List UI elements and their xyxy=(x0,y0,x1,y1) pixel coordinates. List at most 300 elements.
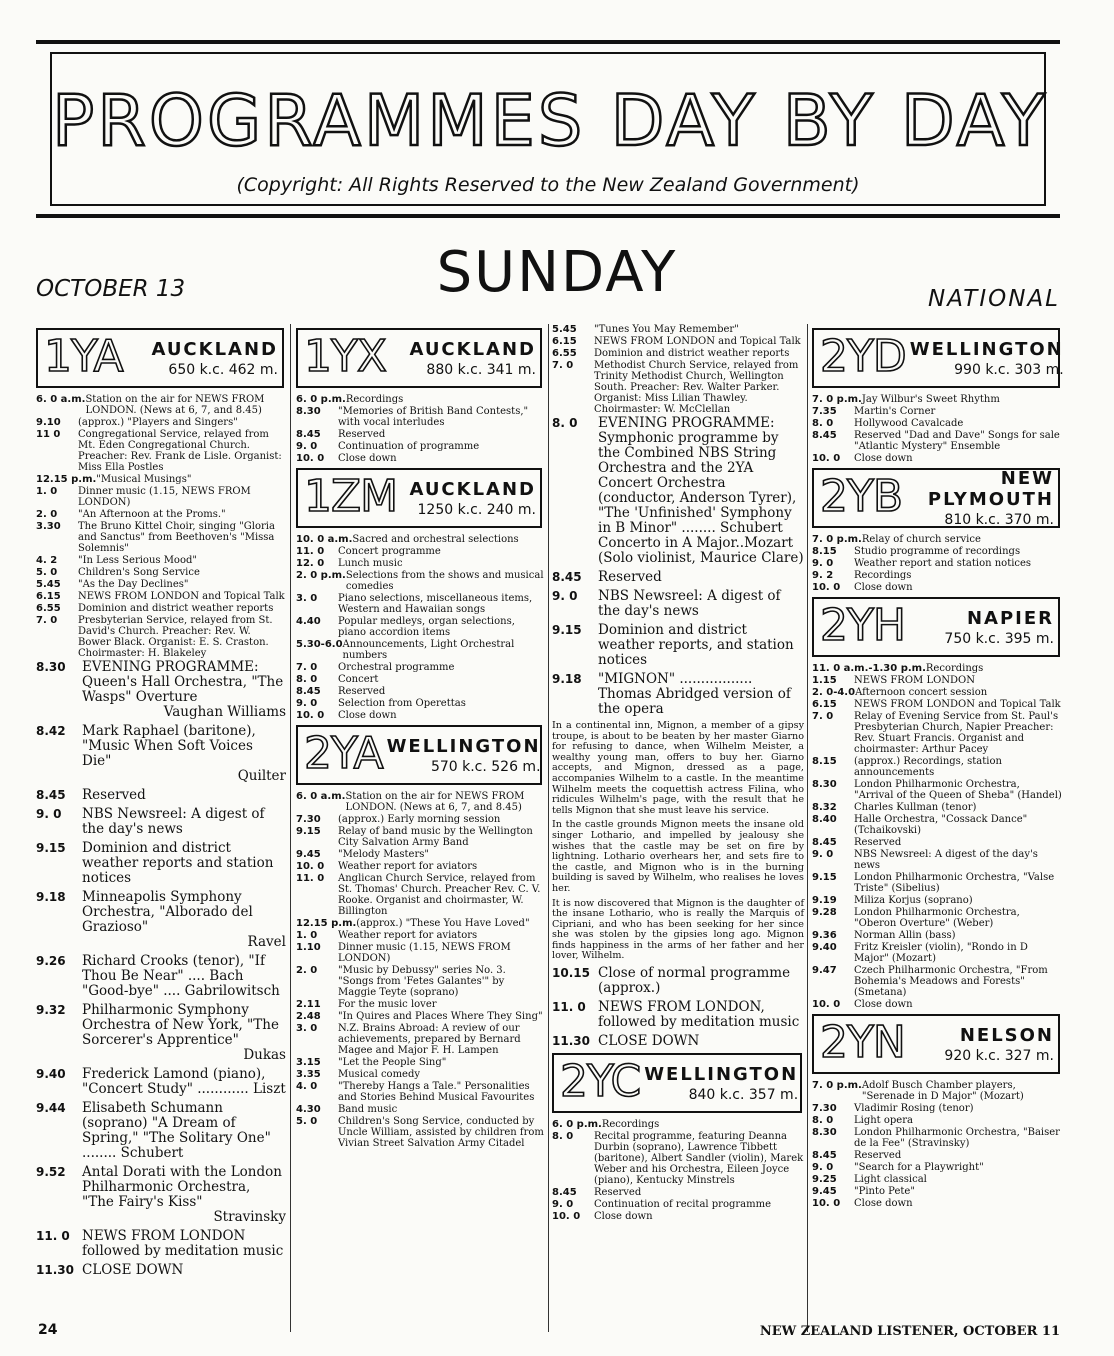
entry-text: "Let the People Sing" xyxy=(338,1057,447,1068)
entry-text: "MIGNON" ................. Thomas Abridged version of the opera xyxy=(598,671,791,717)
entry-description xyxy=(854,570,1062,581)
entry-description xyxy=(854,1174,1062,1185)
programme-entry xyxy=(552,336,804,347)
entry-time: 7.30 xyxy=(812,1103,837,1114)
entry-description xyxy=(78,521,286,554)
entry-text: Continuation of recital programme xyxy=(594,1199,772,1211)
entry-text: Afternoon concert session xyxy=(855,687,988,698)
programme-entry xyxy=(296,942,544,964)
programme-entry xyxy=(812,1186,1062,1197)
entry-time: 10. 0 xyxy=(296,453,325,464)
entry-text: Close of normal programme (approx.) xyxy=(598,965,791,997)
entry-text: Station on the air for NEWS FROM LONDON. (News at 6, 7, and 8.45) xyxy=(345,791,525,813)
programme-entry xyxy=(296,1069,544,1080)
entry-time: 9.52 xyxy=(36,1165,66,1179)
entry-description xyxy=(854,1186,1062,1197)
entry-description xyxy=(862,1080,1062,1102)
entry-description xyxy=(338,814,544,825)
entry-description xyxy=(594,1187,804,1198)
entry-description xyxy=(338,861,544,872)
entry-time: 8.45 xyxy=(812,1150,837,1161)
programme-entry xyxy=(552,324,804,335)
entry-description xyxy=(338,965,544,998)
programme-entry xyxy=(812,930,1062,941)
entry-time: 9.15 xyxy=(552,623,582,637)
programme-entry xyxy=(812,570,1062,581)
entry-description xyxy=(854,999,1062,1010)
entry-text: N.Z. Brains Abroad: A review of our achievements, prepared by Bernard Magee and Major F. H. Lampen xyxy=(338,1023,521,1056)
entry-time: 9.32 xyxy=(36,1003,66,1017)
entry-text: Adolf Busch Chamber players, "Serenade in D Major" (Mozart) xyxy=(861,1080,1024,1102)
entry-time: 10. 0 xyxy=(552,1211,581,1223)
callsign: 2YC xyxy=(560,1056,641,1108)
entry-description xyxy=(338,1081,544,1103)
entry-time: 2. 0 p.m. xyxy=(296,570,346,581)
entry-time: 6. 0 a.m. xyxy=(36,394,86,405)
entry-time: 9.40 xyxy=(812,942,837,953)
programme-entry xyxy=(552,360,804,415)
entry-text: (approx.) Early morning session xyxy=(338,814,501,825)
entry-text: London Philharmonic Orchestra, "Oberon Overture" (Weber) xyxy=(854,907,1020,929)
entry-time: 9. 0 xyxy=(552,589,578,603)
entry-time: 9.44 xyxy=(36,1101,66,1115)
entry-text: London Philharmonic Orchestra, "Arrival of the Queen of Sheba" (Handel) xyxy=(854,779,1062,801)
entry-description xyxy=(854,802,1062,813)
entry-description xyxy=(82,1263,286,1278)
programme-entry xyxy=(296,674,544,685)
entry-time: 8. 0 xyxy=(552,1131,574,1143)
entry-text: Richard Crooks (tenor), "If Thou Be Near" .... Bach "Good-bye" .... Gabrilowitsch xyxy=(82,953,280,999)
entry-description xyxy=(78,579,286,590)
programme-entry xyxy=(296,406,544,428)
entry-text: Antal Dorati with the London Philharmonic Orchestra, "The Fairy's Kiss" xyxy=(82,1164,282,1210)
entry-text: Sacred and orchestral selections xyxy=(352,534,519,545)
entry-description xyxy=(598,589,804,619)
entry-text: Light classical xyxy=(854,1174,927,1185)
entry-description xyxy=(346,394,544,405)
entry-description xyxy=(862,534,1062,545)
programme-entry xyxy=(552,570,804,585)
programme-entry xyxy=(36,615,286,659)
entry-time: 9.45 xyxy=(296,849,321,860)
entry-time: 2.11 xyxy=(296,999,321,1010)
programme-entry xyxy=(296,394,544,405)
entry-description xyxy=(854,849,1062,871)
station-info xyxy=(909,1016,1058,1072)
column-2 xyxy=(296,324,544,1150)
entry-description xyxy=(854,1150,1062,1161)
programme-entry xyxy=(36,890,286,950)
programme-entry xyxy=(552,623,804,668)
station-city: AUCKLAND xyxy=(151,338,278,360)
entry-description xyxy=(82,660,286,720)
masthead-title: PROGRAMMES DAY BY DAY xyxy=(52,80,1048,162)
entry-time: 12. 0 xyxy=(296,558,325,569)
callsign: 2YA xyxy=(304,728,383,779)
entry-text: "Musical Musings" xyxy=(96,474,192,485)
programme-entry xyxy=(36,579,286,590)
entry-description xyxy=(78,429,286,473)
entry-text: Fritz Kreisler (violin), "Rondo in D Major" (Mozart) xyxy=(854,942,1028,964)
entry-description xyxy=(338,406,544,428)
programme-entry xyxy=(296,441,544,452)
entry-text: Close down xyxy=(338,710,397,721)
programme-entry xyxy=(296,861,544,872)
entry-text: NEWS FROM LONDON, followed by meditation music xyxy=(598,999,800,1031)
entry-text: "Tunes You May Remember" xyxy=(594,324,739,335)
entry-time: 8.32 xyxy=(812,802,837,813)
programme-entry xyxy=(552,1000,804,1030)
masthead-banner xyxy=(36,40,1060,218)
entry-text: Reserved "Dad and Dave" Songs for sale "Atlantic Mystery" Ensemble xyxy=(854,430,1060,452)
entry-time: 2. 0-4.0 xyxy=(812,687,856,698)
station-box xyxy=(812,468,1060,528)
entry-text: Dominion and district weather reports, and station notices xyxy=(598,622,794,668)
entry-time: 10. 0 xyxy=(812,999,841,1010)
entry-time: 8.42 xyxy=(36,724,66,738)
entry-time: 8.45 xyxy=(552,570,582,584)
programme-entry xyxy=(812,1080,1062,1102)
programme-entry xyxy=(812,663,1062,674)
programme-entry xyxy=(296,1023,544,1056)
programme-entry xyxy=(296,791,544,813)
entry-text: NEWS FROM LONDON and Topical Talk xyxy=(854,699,1061,710)
entry-time: 10. 0 xyxy=(296,861,325,872)
programme-entry xyxy=(296,546,544,557)
entry-description xyxy=(346,570,544,592)
entry-text: Recital programme, featuring Deanna Durbin (soprano), Lawrence Tibbett (baritone), Albert Sandler (violin), Marek Weber and his Orchestra, Eileen Joyce (piano), Kentucky Minstrels xyxy=(594,1131,804,1187)
programme-entry xyxy=(812,1150,1062,1161)
programme-entry xyxy=(36,521,286,554)
entry-text: Relay of band music by the Wellington City Salvation Army Band xyxy=(338,826,533,848)
entry-time: 9. 0 xyxy=(296,698,318,709)
entry-time: 6. 0 p.m. xyxy=(552,1119,602,1131)
entry-time: 9.47 xyxy=(812,965,837,976)
programme-entry xyxy=(812,1162,1062,1173)
entry-text: Band music xyxy=(338,1104,398,1115)
publication-footer: NEW ZEALAND LISTENER, OCTOBER 11 xyxy=(759,1324,1060,1339)
entry-description xyxy=(598,416,804,566)
entry-description xyxy=(338,429,544,440)
entry-text: Vladimir Rosing (tenor) xyxy=(854,1103,974,1114)
station-city: NAPIER xyxy=(966,607,1054,629)
entry-text: NBS Newsreel: A digest of the day's news xyxy=(854,849,1038,871)
entry-description xyxy=(85,394,286,416)
entry-description xyxy=(854,1162,1062,1173)
entry-text: Musical comedy xyxy=(338,1069,421,1080)
entry-time: 9.19 xyxy=(812,895,837,906)
programme-entry xyxy=(812,546,1062,557)
programme-entry xyxy=(36,417,286,428)
entry-text: Close down xyxy=(594,1211,653,1223)
entry-text: Lunch music xyxy=(338,558,403,569)
station-box xyxy=(296,468,542,528)
entry-text: Reserved xyxy=(854,1150,902,1161)
entry-time: 9. 0 xyxy=(296,441,318,452)
entry-description xyxy=(78,591,286,602)
entry-description xyxy=(338,558,544,569)
entry-description xyxy=(854,582,1062,593)
station-city: WELLINGTON xyxy=(909,338,1064,360)
entry-time: 8.15 xyxy=(812,546,837,557)
station-city: AUCKLAND xyxy=(409,478,536,500)
entry-text: "An Afternoon at the Proms." xyxy=(78,509,226,520)
synopsis-paragraph: It is now discovered that Mignon is the daughter of the insane Lothario, who is really the Marquis of Cipriani, and who has been seeking for her since she was stolen by the gipsies long ago. Mignon finds happiness in the arms of her father and her lover, Wilhelm. xyxy=(552,897,804,962)
entry-text: Announcements, Light Orchestral numbers xyxy=(342,639,515,661)
entry-description xyxy=(598,570,804,585)
station-box xyxy=(812,1014,1060,1074)
entry-time: 9.15 xyxy=(296,826,321,837)
station-box xyxy=(296,725,542,785)
entry-description xyxy=(854,1103,1062,1114)
entry-time: 4.40 xyxy=(296,616,321,627)
programme-entry xyxy=(812,1127,1062,1149)
entry-text: Dominion and district weather reports and station notices xyxy=(82,840,274,886)
entry-time: 3. 0 xyxy=(296,1023,318,1034)
entry-text: Reserved xyxy=(598,569,662,585)
station-info xyxy=(910,330,1068,386)
entry-description xyxy=(338,999,544,1010)
programme-entry xyxy=(812,675,1062,686)
programme-entry xyxy=(552,1187,804,1198)
entry-text: Continuation of programme xyxy=(338,441,480,452)
entry-time: 9. 0 xyxy=(812,849,834,860)
programme-entry xyxy=(552,1199,804,1210)
programme-entry xyxy=(812,849,1062,871)
entry-description xyxy=(854,756,1062,778)
entry-description xyxy=(854,1115,1062,1126)
entry-time: 8. 0 xyxy=(812,418,834,429)
callsign: 1YX xyxy=(304,331,387,382)
entry-text: NEWS FROM LONDON xyxy=(854,675,975,686)
column-3 xyxy=(552,324,804,1223)
entry-time: 3.35 xyxy=(296,1069,321,1080)
programme-entry xyxy=(36,841,286,886)
entry-description xyxy=(594,348,804,359)
entry-time: 6. 0 a.m. xyxy=(296,791,346,802)
entry-text: "Memories of British Band Contests," with vocal interludes xyxy=(338,406,529,428)
entry-time: 9. 0 xyxy=(36,807,62,821)
entry-time: 11. 0 xyxy=(552,1000,586,1015)
entry-description xyxy=(338,1023,544,1056)
entry-time: 9. 0 xyxy=(812,1162,834,1173)
entry-time: 11. 0 xyxy=(36,1229,70,1243)
entry-description xyxy=(338,593,544,615)
entry-description xyxy=(854,930,1062,941)
programme-entry xyxy=(552,966,804,996)
entry-composer: Stravinsky xyxy=(213,1209,286,1225)
entry-time: 8.45 xyxy=(296,429,321,440)
programme-entry xyxy=(36,1067,286,1097)
entry-text: NBS Newsreel: A digest of the day's news xyxy=(82,806,265,837)
station-box xyxy=(552,1053,802,1113)
entry-time: 7. 0 xyxy=(812,711,834,722)
entry-time: 10. 0 a.m. xyxy=(296,534,353,545)
column-rule xyxy=(548,324,549,1332)
entry-text: Recordings xyxy=(854,570,912,581)
programme-entry xyxy=(812,687,1062,698)
copyright-notice: (Copyright: All Rights Reserved to the New Zealand Government) xyxy=(236,174,860,196)
entry-description xyxy=(854,907,1062,929)
entry-text: Reserved xyxy=(82,787,146,803)
programme-entry xyxy=(296,698,544,709)
entry-text: Minneapolis Symphony Orchestra, "Alborado del Grazioso" xyxy=(82,889,253,935)
programme-entry xyxy=(552,416,804,566)
entry-time: 9. 0 xyxy=(552,1199,574,1211)
entry-time: 11.30 xyxy=(552,1034,590,1049)
entry-text: Recordings xyxy=(345,394,404,405)
entry-time: 8.30 xyxy=(812,779,837,790)
entry-text: Jay Wilbur's Sweet Rhythm xyxy=(861,394,1000,405)
entry-time: 10. 0 xyxy=(296,710,325,721)
entry-time: 2. 0 xyxy=(36,509,58,520)
entry-description xyxy=(854,675,1062,686)
programme-entry xyxy=(296,534,544,545)
entry-text: CLOSE DOWN xyxy=(82,1262,184,1278)
synopsis-paragraph: In a continental inn, Mignon, a member of a gipsy troupe, is about to be beaten by her master Giarno for refusing to dance, when Wilhelm Meister, a wealthy young man, offers to buy her. Giarno accepts, and Mignon, dressed as a page, accompanies Wilhelm to a castle. In the meantime Wilhelm meets the coquettish actress Filina, who ridicules Wilhelm's page, with the result that he tells Mignon that she must leave his service. xyxy=(552,720,804,816)
entry-text: Martin's Corner xyxy=(854,406,936,417)
programme-entry xyxy=(296,1081,544,1103)
programme-entry xyxy=(36,555,286,566)
station-city: WELLINGTON xyxy=(644,1063,799,1085)
entry-text: Weather report for aviators xyxy=(338,930,478,941)
programme-entry xyxy=(36,429,286,473)
entry-text: EVENING PROGRAMME: Symphonic programme by the Combined NBS String Orchestra and the 2YA Concert Orchestra (conductor, Anderson Tyrer), "The 'Unfinished' Symphony in B Minor" ........ Schubert Concerto in A Major..Mozart (Solo violinist, Maurice Clare) xyxy=(598,415,804,566)
entry-description xyxy=(338,849,544,860)
programme-entry xyxy=(36,1229,286,1259)
synopsis-paragraph: In the castle grounds Mignon meets the insane old singer Lothario, and impelled by jealousy she wishes that the castle may be set on fire by lightning. Lothario overhears her, and sets fire to the castle, and Mignon who is in the burning building is saved by Wilhelm, who realises he loves her. xyxy=(552,819,804,894)
entry-time: 8.45 xyxy=(552,1187,577,1199)
entry-time: 6.55 xyxy=(36,603,61,614)
entry-text: Elisabeth Schumann (soprano) "A Dream of Spring," "The Solitary One" ........ Schubert xyxy=(82,1100,271,1161)
programme-entry xyxy=(296,662,544,673)
entry-time: 7. 0 p.m. xyxy=(812,1080,862,1091)
column-1 xyxy=(36,324,286,1282)
entry-description xyxy=(78,509,286,520)
day-heading: SUNDAY xyxy=(436,240,678,305)
entry-description xyxy=(594,324,804,335)
programme-entry xyxy=(36,1263,286,1278)
entry-description xyxy=(352,534,544,545)
entry-composer: Quilter xyxy=(237,768,286,784)
entry-text: "Search for a Playwright" xyxy=(854,1162,984,1173)
programme-entry xyxy=(812,965,1062,998)
entry-time: 10. 0 xyxy=(812,582,841,593)
programme-entry xyxy=(296,1116,544,1149)
programme-entry xyxy=(36,474,286,485)
entry-description xyxy=(854,699,1062,710)
entry-time: 4.30 xyxy=(296,1104,321,1115)
programme-entry xyxy=(812,418,1062,429)
station-info xyxy=(909,599,1058,655)
entry-time: 1. 0 xyxy=(296,930,318,941)
entry-description xyxy=(356,918,544,929)
entry-description xyxy=(854,418,1062,429)
entry-description xyxy=(82,1003,286,1063)
entry-description xyxy=(338,453,544,464)
programme-entry xyxy=(296,570,544,592)
entry-time: 7.30 xyxy=(296,814,321,825)
entry-composer: Dukas xyxy=(243,1047,286,1063)
programme-entry xyxy=(552,589,804,619)
programme-entry xyxy=(296,558,544,569)
entry-text: "As the Day Declines" xyxy=(78,579,189,590)
entry-composer: Vaughan Williams xyxy=(163,704,286,720)
entry-time: 2. 0 xyxy=(296,965,318,976)
entry-description xyxy=(82,890,286,950)
entry-time: 9.15 xyxy=(812,872,837,883)
entry-description xyxy=(594,1199,804,1210)
entry-description xyxy=(854,872,1062,894)
entry-description xyxy=(78,417,286,428)
entry-description xyxy=(854,430,1062,452)
entry-time: 10. 0 xyxy=(812,1198,841,1209)
entry-text: Anglican Church Service, relayed from St. Thomas' Church. Preacher Rev. C. V. Rooke. Organist and choirmaster, W. Billington xyxy=(338,873,541,917)
entry-text: Czech Philharmonic Orchestra, "From Bohemia's Meadows and Forests" (Smetana) xyxy=(854,965,1048,998)
entry-text: Miliza Korjus (soprano) xyxy=(854,895,973,906)
entry-time: 1.15 xyxy=(812,675,837,686)
programme-entry xyxy=(296,686,544,697)
entry-text: "In Quires and Places Where They Sing" xyxy=(338,1011,543,1022)
station-city: WELLINGTON xyxy=(386,735,541,757)
programme-entry xyxy=(552,1211,804,1222)
entry-description xyxy=(854,814,1062,836)
entry-time: 6.15 xyxy=(812,699,837,710)
entry-time: 8.30 xyxy=(36,660,66,674)
programme-entry xyxy=(296,826,544,848)
entry-time: 3. 0 xyxy=(296,593,318,604)
entry-text: Relay of church service xyxy=(861,534,981,545)
entry-text: NEWS FROM LONDON followed by meditation music xyxy=(82,1228,284,1259)
entry-description xyxy=(82,807,286,837)
entry-time: 8.45 xyxy=(296,686,321,697)
entry-text: Reserved xyxy=(594,1187,642,1199)
entry-description xyxy=(338,546,544,557)
entry-text: Concert xyxy=(338,674,379,685)
entry-time: 7.35 xyxy=(812,406,837,417)
entry-time: 6. 0 p.m. xyxy=(296,394,346,405)
entry-text: Relay of Evening Service from St. Paul's Presbyterian Church, Napier Preacher: Rev. Stuart Francis. Organist and choirmaster: Arthur Pacey xyxy=(854,711,1059,755)
entry-text: Close down xyxy=(338,453,397,464)
station-info xyxy=(390,330,540,386)
entry-description xyxy=(338,930,544,941)
entry-time: 7. 0 xyxy=(36,615,58,626)
entry-description xyxy=(78,555,286,566)
entry-text: Piano selections, miscellaneous items, Western and Hawaiian songs xyxy=(338,593,533,615)
entry-text: Children's Song Service xyxy=(78,567,200,578)
entry-text: (approx.) "Players and Singers" xyxy=(78,417,238,428)
entry-text: "In Less Serious Mood" xyxy=(78,555,197,566)
entry-time: 8.30 xyxy=(296,406,321,417)
entry-time: 9.26 xyxy=(36,954,66,968)
entry-text: "Thereby Hangs a Tale." Personalities and Stories Behind Musical Favourites xyxy=(338,1081,535,1103)
entry-text: Recordings xyxy=(925,663,984,674)
programme-entry xyxy=(296,1104,544,1115)
entry-description xyxy=(602,1119,804,1130)
entry-description xyxy=(338,698,544,709)
programme-entry xyxy=(296,453,544,464)
entry-description xyxy=(598,672,804,717)
network-label: NATIONAL xyxy=(928,286,1060,312)
entry-description xyxy=(338,674,544,685)
entry-description xyxy=(854,711,1062,755)
entry-text: Weather report for aviators xyxy=(338,861,478,872)
entry-text: The Bruno Kittel Choir, singing "Gloria and Sanctus" from Beethoven's "Missa Solemnis" xyxy=(78,521,275,554)
entry-text: Reserved xyxy=(338,686,386,697)
entry-time: 8.45 xyxy=(812,837,837,848)
entry-description xyxy=(338,616,544,638)
entry-description xyxy=(338,873,544,917)
